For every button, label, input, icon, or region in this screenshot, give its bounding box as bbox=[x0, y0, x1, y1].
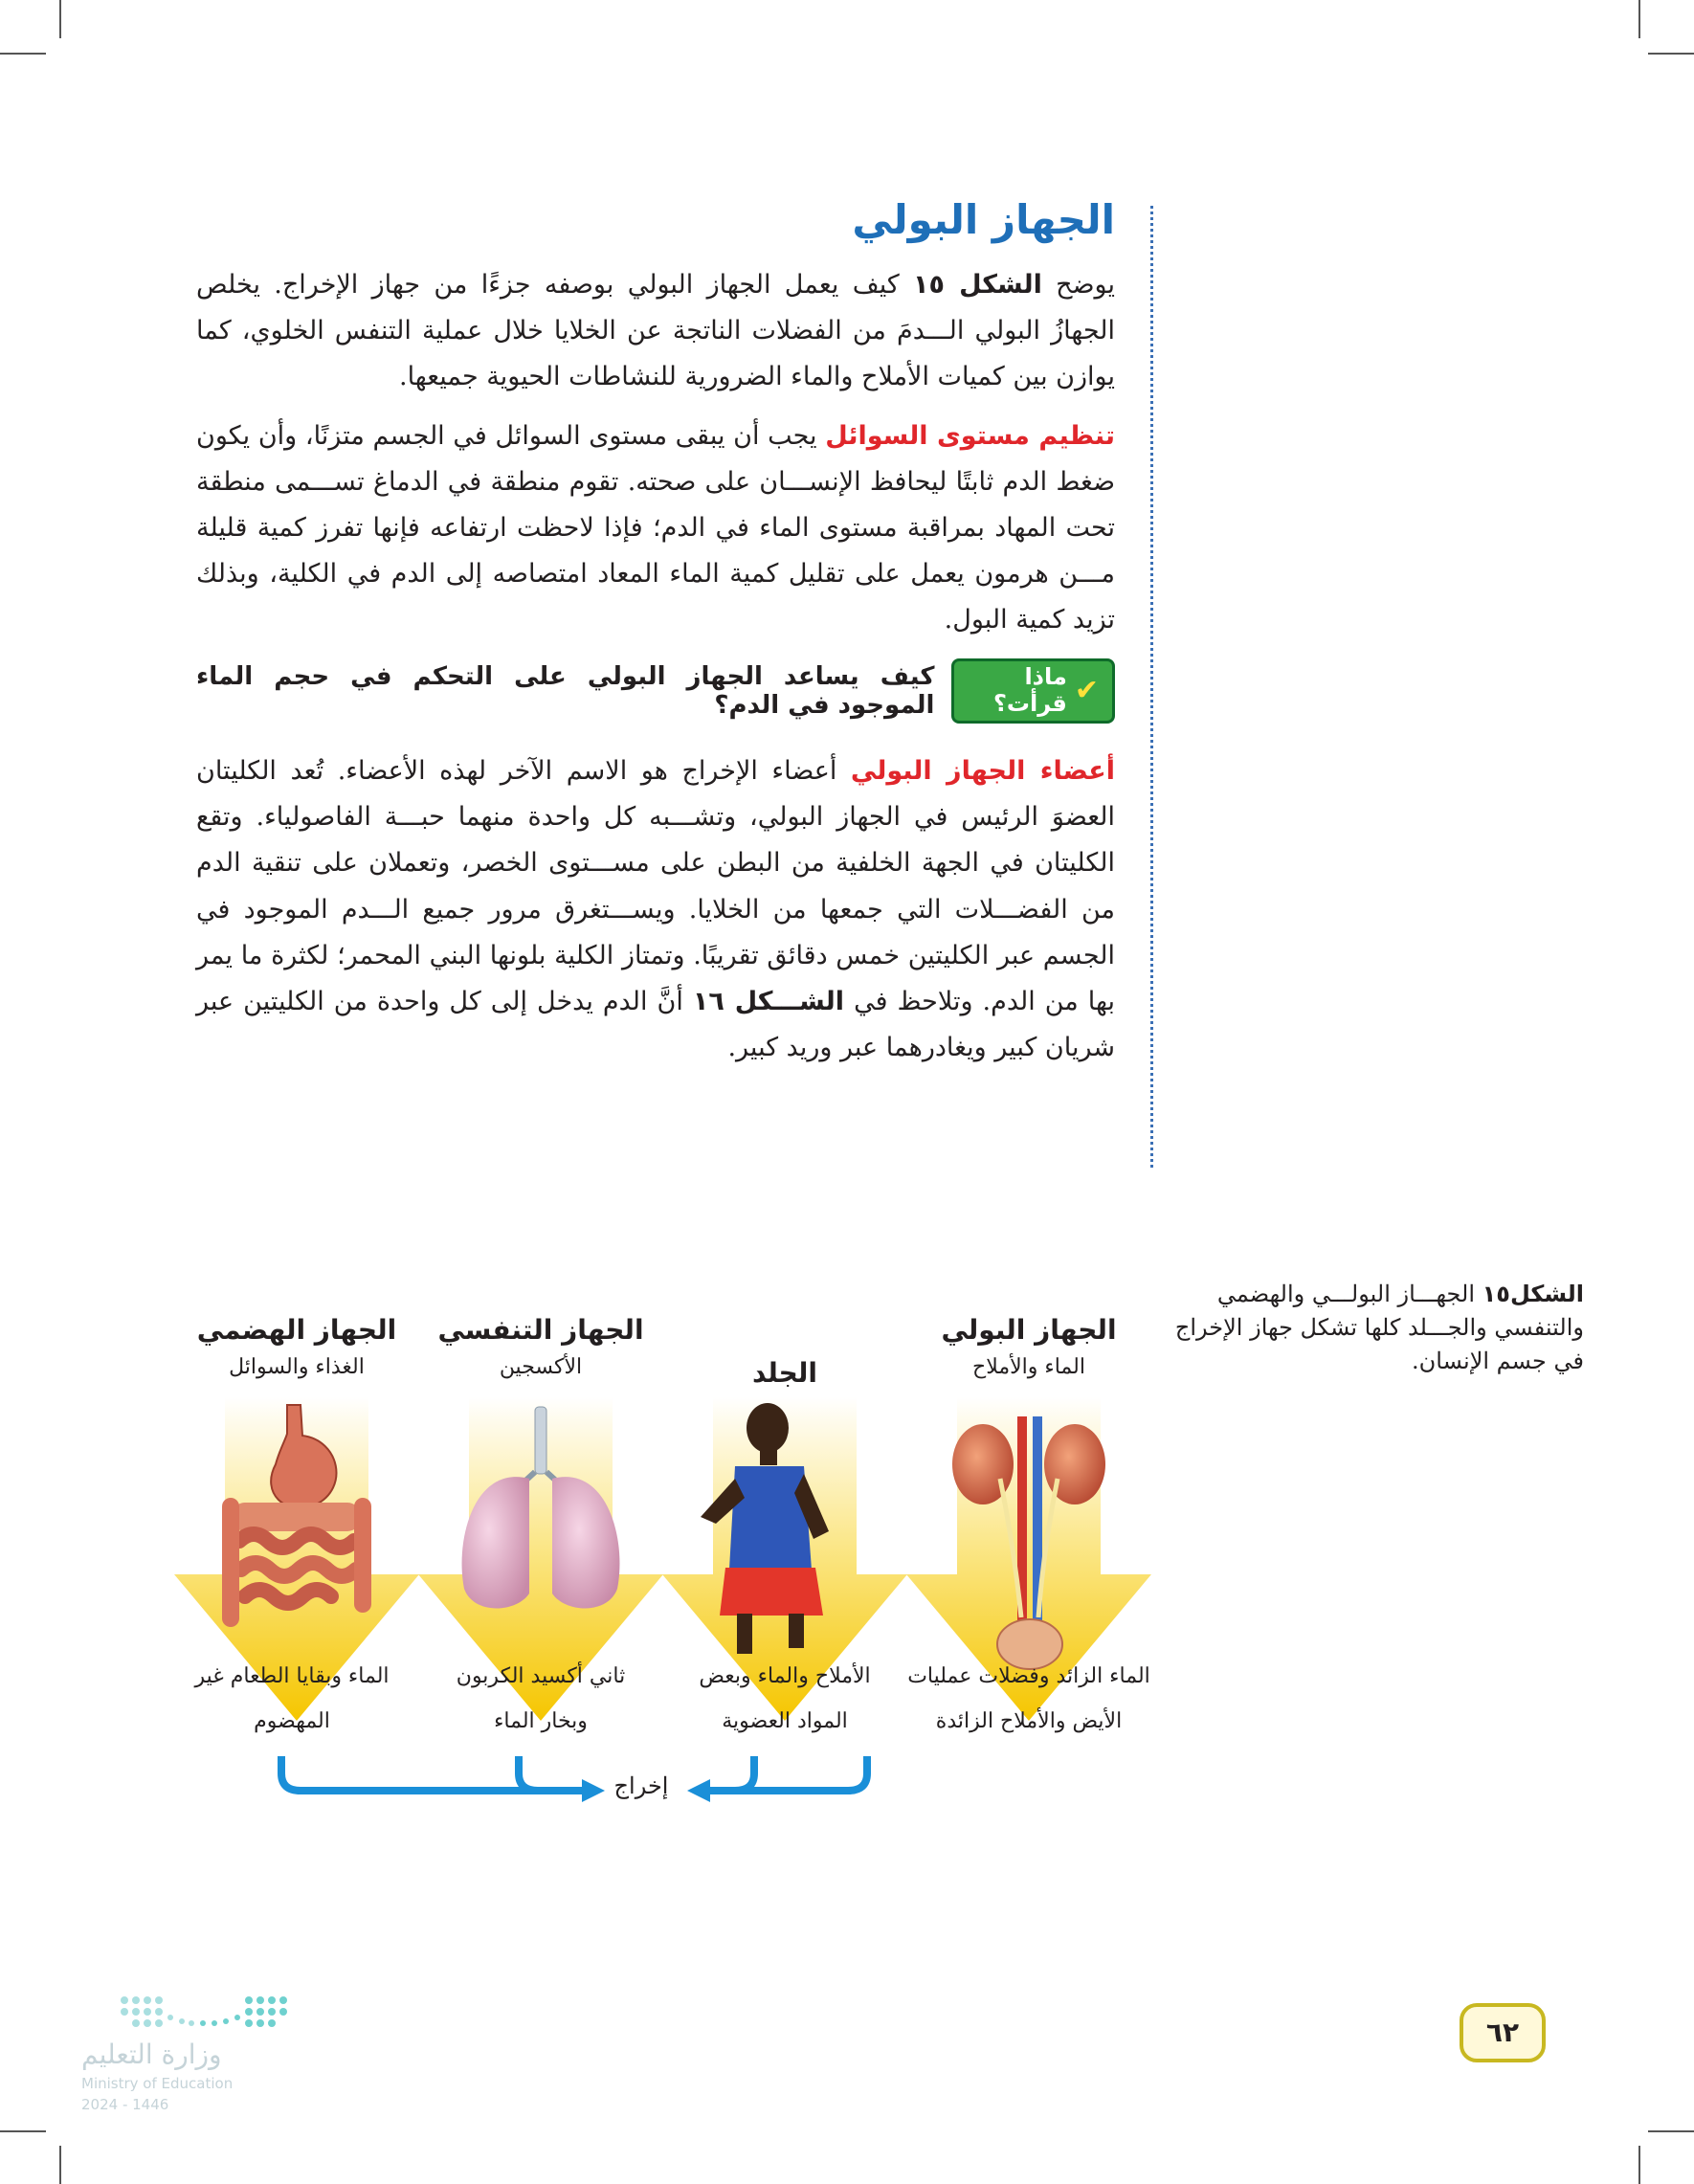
system-digestive bbox=[172, 1311, 421, 1388]
excretion-flow-arrows bbox=[268, 1756, 880, 1814]
ministry-year: 2024 - 1446 bbox=[81, 2096, 169, 2113]
fluid-paragraph: تنظيم مستوى السوائل يجب أن يبقى مستوى السوائل في الجسم متزنًا، وأن يكون ضغط الدم ثابتًا ليحافظ الإنســـان على صحته. تقوم منطقة في الدماغ تســـمى منطقة تحت المهاد بمراقبة مستوى الماء في الدم؛ فإذا لاحظت ارتفاعه فإنها تفرز كمية قليلة مـــن هرمون يعمل على تقليل كمية الماء المعاد امتصاصه إلى الدم في الكلية، وبذلك تزيد كمية البول. bbox=[196, 421, 1115, 635]
system-input: الغذاء والسوائل bbox=[229, 1355, 365, 1379]
crop-mark bbox=[1638, 2146, 1640, 2184]
crop-mark bbox=[0, 2130, 46, 2132]
figure-ref: الشـــكل ١٦ bbox=[692, 986, 845, 1016]
figure-ref: الشكل ١٥ bbox=[913, 270, 1042, 300]
system-title: الجهاز التنفسي bbox=[437, 1314, 644, 1346]
reading-check bbox=[196, 658, 1115, 724]
reading-check-question: كيف يساعد الجهاز البولي على التحكم في حجم الماء الموجود في الدم؟ bbox=[196, 662, 935, 721]
system-respiratory bbox=[416, 1311, 665, 1388]
system-title: الجلد bbox=[752, 1357, 817, 1389]
figure-label: الشكل١٥ bbox=[1482, 1281, 1584, 1307]
system-title: الجهاز الهضمي bbox=[196, 1314, 397, 1346]
fluid-heading: تنظيم مستوى السوائل bbox=[825, 421, 1115, 452]
crop-mark bbox=[1648, 2130, 1694, 2132]
excretion-label: إخراج bbox=[613, 1772, 669, 1799]
system-output: الأملاح والماء وبعض المواد العضوية bbox=[699, 1664, 871, 1734]
figure-caption: الشكل١٥ الجهـــاز البولـــي والهضمي والتنفسي والجـــلد كلها تشكل جهاز الإخراج في جسم الإنسان. bbox=[1174, 1281, 1584, 1374]
system-output: الماء الزائد وفضلات عمليات الأيض والأملاح الزائدة bbox=[907, 1664, 1150, 1734]
system-title: الجهاز البولي bbox=[941, 1314, 1117, 1346]
checkmark-icon: ✔ bbox=[1074, 673, 1099, 707]
system-input: الماء والأملاح bbox=[972, 1355, 1085, 1379]
crop-mark bbox=[1648, 53, 1694, 55]
ministry-name-ar: وزارة التعليم bbox=[81, 2039, 222, 2070]
section-title: الجهاز البولي bbox=[852, 196, 1115, 243]
page-number: ٦٢ bbox=[1460, 2003, 1546, 2062]
system-input: الأكسجين bbox=[499, 1355, 583, 1379]
system-skin bbox=[660, 1311, 909, 1431]
crop-mark bbox=[59, 0, 61, 38]
text-column bbox=[196, 196, 1115, 1084]
intro-paragraph: يوضح الشكل ١٥ كيف يعمل الجهاز البولي بوصفه جزءًا من جهاز الإخراج. يخلص الجهازُ البولي الـــدمَ من الفضلات الناتجة عن الخلايا خلال عملية التنفس الخلوي، كما يوازن بين كميات الأملاح والماء الضرورية للنشاطات الحيوية جميعها. bbox=[196, 270, 1115, 392]
ministry-name-en: Ministry of Education bbox=[81, 2075, 234, 2092]
system-output: الماء وبقايا الطعام غير المهضوم bbox=[194, 1664, 390, 1734]
reading-check-badge: ✔ ماذا قرأت؟ bbox=[951, 658, 1115, 724]
crop-mark bbox=[0, 53, 46, 55]
column-divider bbox=[1150, 206, 1153, 1168]
system-urinary bbox=[904, 1311, 1153, 1388]
system-output: ثاني أكسيد الكربون وبخار الماء bbox=[456, 1664, 626, 1734]
crop-mark bbox=[1638, 0, 1640, 38]
organs-heading: أعضاء الجهاز البولي bbox=[850, 756, 1115, 787]
crop-mark bbox=[59, 2146, 61, 2184]
organs-paragraph: أعضاء الجهاز البولي أعضاء الإخراج هو الاسم الآخر لهذه الأعضاء. تُعد الكليتان العضوَ الرئيس في الجهاز البولي، وتشـــبه كل واحدة منهما حبـــة الفاصولياء. وتقع الكليتان في الجهة الخلفية من البطن على مســـتوى الخصر، وتعملان على تنقية الدم من الفضـــلات التي جمعها من الخلايا. ويســـتغرق مرور جميع الـــدم الموجود في الجسم عبر الكليتين خمس دقائق تقريبًا. وتمتاز الكلية بلونها البني المحمر؛ لكثرة ما يمر بها من الدم. وتلاحظ في الشـــكل ١٦ أنَّ الدم يدخل إلى كل واحدة من الكليتين عبر شريان كبير ويغادرهما عبر وريد كبير. bbox=[196, 756, 1115, 1062]
